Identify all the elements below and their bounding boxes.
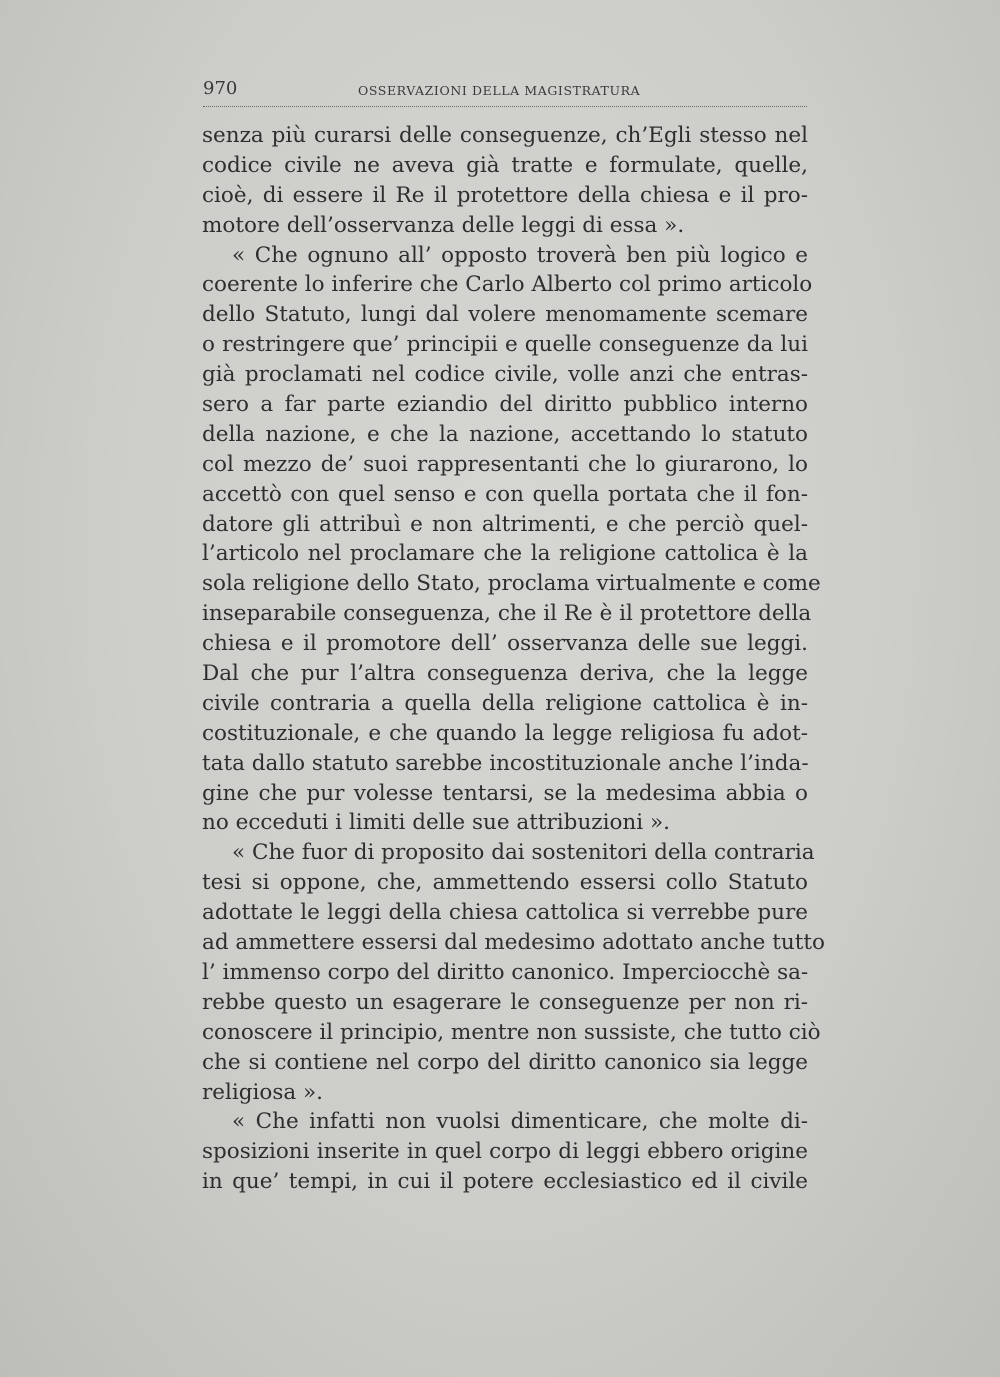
text-line: gine che pur volesse tentarsi, se la medesima abbia o [202,780,808,806]
text-line: « Che ognuno all’ opposto troverà ben più logico e [232,242,808,268]
text-line: rebbe questo un esagerare le conseguenze per non ri- [202,989,808,1015]
text-line: ad ammettere essersi dal medesimo adottato anche tutto [202,930,825,956]
text-line: codice civile ne aveva già tratte e formulate, quelle, [202,152,808,178]
text-line: motore dell’osservanza delle leggi di essa ». [202,212,685,238]
text-line: tesi si oppone, che, ammettendo essersi collo Statuto [202,870,808,896]
text-line: che si contiene nel corpo del diritto canonico sia legge [202,1049,808,1075]
text-line: sposizioni inserite in quel corpo di leggi ebbero origine [202,1139,808,1165]
running-title: OSSERVAZIONI DELLA MAGISTRATURA [358,83,641,98]
text-line: col mezzo de’ suoi rappresentanti che lo giurarono, lo [202,451,808,477]
text-line: inseparabile conseguenza, che il Re è il protettore della [202,601,812,627]
text-line: religiosa ». [202,1079,324,1105]
text-line: l’articolo nel proclamare che la religione cattolica è la [202,541,808,567]
text-line: o restringere que’ principii e quelle conseguenze da lui [202,332,808,358]
text-line: adottate le leggi della chiesa cattolica si verrebbe pure [202,900,808,926]
text-line: no ecceduti i limiti delle sue attribuzioni ». [202,810,670,836]
text-line: accettò con quel senso e con quella portata che il fon- [202,481,808,507]
text-line: della nazione, e che la nazione, accettando lo statuto [202,421,808,447]
text-line: Dal che pur l’altra conseguenza deriva, che la legge [202,661,808,687]
text-line: tata dallo statuto sarebbe incostituzionale anche l’inda- [202,750,809,776]
text-line: l’ immenso corpo del diritto canonico. Imperciocchè sa- [202,959,809,985]
text-line: già proclamati nel codice civile, volle anzi che entras- [202,362,808,388]
text-line: coerente lo inferire che Carlo Alberto col primo articolo [202,272,813,298]
text-line: in que’ tempi, in cui il potere ecclesiastico ed il civile [202,1169,808,1195]
text-line: costituzionale, e che quando la legge religiosa fu adot- [202,720,808,746]
text-line: datore gli attribuì e non altrimenti, e che perciò quel- [202,511,808,537]
text-line: dello Statuto, lungi dal volere menomamente scemare [202,302,808,328]
page-header [203,78,807,107]
text-line: chiesa e il promotore dell’ osservanza delle sue leggi. [202,631,808,657]
text-line: « Che fuor di proposito dai sostenitori della contraria [232,840,815,866]
page-number: 970 [203,78,238,99]
text-line: sero a far parte eziandio del diritto pubblico interno [202,392,808,418]
body-text [202,121,825,1197]
text-line: sola religione dello Stato, proclama virtualmente e come [202,571,821,597]
text-line: « Che infatti non vuolsi dimenticare, che molte di- [232,1109,808,1135]
text-line: civile contraria a quella della religione cattolica è in- [202,690,808,716]
text-line: cioè, di essere il Re il protettore della chiesa e il pro- [202,182,808,208]
text-line: conoscere il principio, mentre non sussiste, che tutto ciò [202,1019,821,1045]
text-line: senza più curarsi delle conseguenze, ch’Egli stesso nel [202,123,808,148]
